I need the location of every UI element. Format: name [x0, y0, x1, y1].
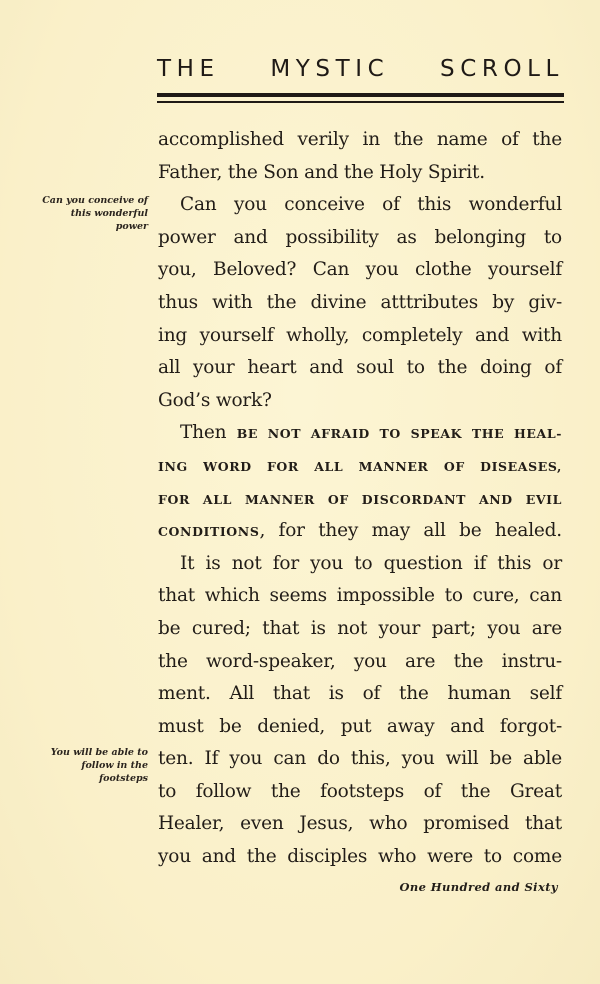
text-segment: ing yourself wholly, completely and with: [158, 324, 562, 346]
text-segment: thus with the divine atttributes by giv-: [158, 291, 562, 313]
text-line: [158, 743, 562, 776]
text-segment: God’s work?: [158, 389, 272, 411]
text-line: [158, 646, 562, 679]
text-line: [158, 124, 562, 157]
text-segment: power and possibility as belonging to: [158, 226, 562, 248]
running-head-word: THE: [157, 56, 220, 82]
header-rule-thick: [157, 93, 564, 97]
margin-note: [51, 746, 148, 785]
body-text: [158, 124, 562, 874]
text-segment: the word-speaker, you are the instru-: [158, 650, 562, 672]
running-head-word: MYSTIC: [270, 56, 390, 82]
text-segment: It is not for you to question if this or: [180, 552, 562, 574]
small-caps-text: ING WORD FOR ALL MANNER OF DISEASES,: [158, 458, 562, 474]
text-line: [158, 483, 562, 516]
text-line: [158, 352, 562, 385]
text-line: [158, 808, 562, 841]
text-segment: you and the disciples who were to come: [158, 846, 562, 868]
text-segment: accomplished verily in the name of the: [158, 129, 562, 150]
text-line: [158, 580, 562, 613]
text-segment: ment. All that is of the human self: [158, 683, 562, 705]
text-segment: Father, the Son and the Holy Spirit.: [158, 161, 485, 183]
margin-note-line: You will be able to: [50, 747, 148, 758]
text-line: [158, 678, 562, 711]
small-caps-text: BE NOT AFRAID TO SPEAK THE HEAL-: [236, 426, 563, 442]
text-line: [158, 287, 562, 320]
text-line: [158, 711, 562, 744]
text-line: [158, 189, 562, 222]
margin-note: [42, 194, 148, 233]
text-line: [158, 254, 562, 287]
text-segment: ten. If you can do this, you will be able: [158, 748, 562, 770]
text-segment: be cured; that is not your part; you are: [158, 617, 562, 639]
running-head: [157, 56, 564, 82]
text-line: [158, 450, 562, 483]
margin-note-line: footsteps: [99, 773, 148, 784]
text-segment: , for they may all be healed.: [259, 520, 562, 542]
text-segment: Healer, even Jesus, who promised that: [158, 813, 562, 835]
running-head-word: SCROLL: [440, 56, 564, 82]
margin-note-line: this wonderful: [70, 208, 148, 219]
text-line: [158, 841, 562, 874]
text-segment: all your heart and soul to the doing of: [158, 357, 562, 379]
text-line: [158, 548, 562, 581]
text-line: [158, 613, 562, 646]
text-line: [158, 157, 562, 190]
text-line: [158, 320, 562, 353]
text-line: [158, 776, 562, 809]
margin-note-line: Can you conceive of: [42, 195, 148, 206]
page-number: One Hundred and Sixty: [399, 880, 558, 894]
text-segment: Can you conceive of this wonderful: [180, 194, 562, 216]
text-line: [158, 385, 562, 418]
text-segment: that which seems impossible to cure, can: [158, 585, 562, 607]
text-segment: must be denied, put away and forgot-: [158, 715, 562, 737]
margin-note-line: power: [115, 221, 148, 232]
small-caps-text: FOR ALL MANNER OF DISCORDANT AND EVIL: [158, 491, 562, 507]
text-segment: Then: [180, 422, 237, 444]
margin-note-line: follow in the: [81, 760, 148, 771]
text-line: [158, 417, 562, 450]
small-caps-text: CONDITIONS: [158, 524, 260, 540]
text-line: [158, 222, 562, 255]
header-rule-thin: [157, 101, 564, 103]
text-line: [158, 515, 562, 548]
text-segment: to follow the footsteps of the Great: [158, 780, 562, 802]
text-segment: you, Beloved? Can you clothe yourself: [158, 259, 562, 281]
